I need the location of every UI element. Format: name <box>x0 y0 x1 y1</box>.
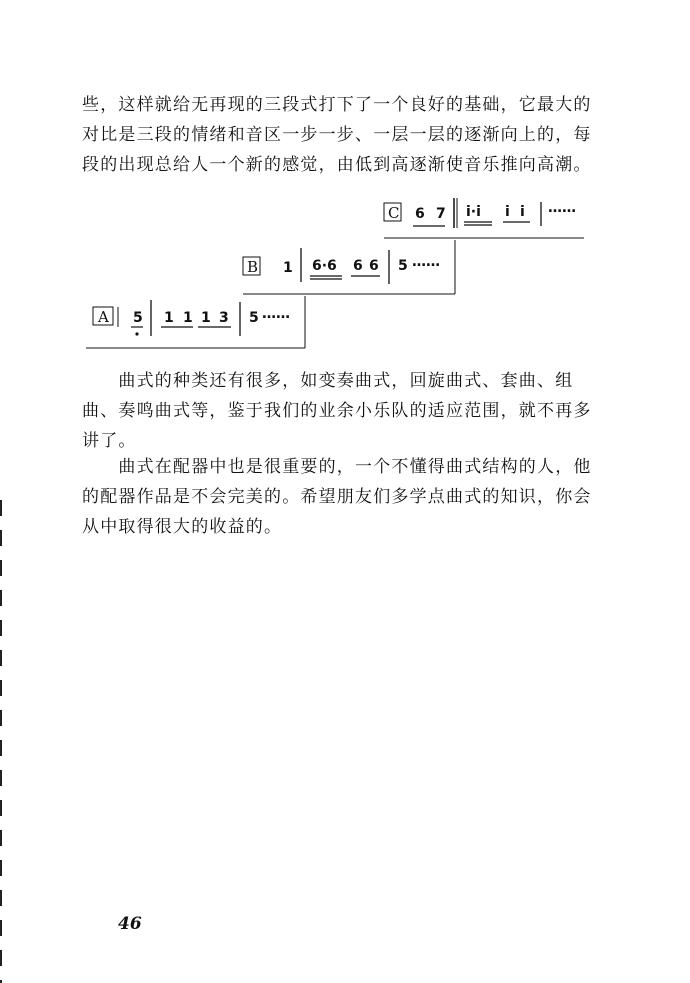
note: 6 <box>353 258 363 274</box>
note: i <box>520 204 525 220</box>
notation-example <box>0 190 690 360</box>
continuation-dots: …… <box>412 254 440 270</box>
note: 6 <box>415 206 425 222</box>
page-number: 46 <box>118 914 142 934</box>
paragraph-ternary-form <box>82 90 622 180</box>
note: 3 <box>219 310 229 326</box>
note: 7 <box>436 206 446 222</box>
text-line: 曲式在配器中也是很重要的，一个不懂得曲式结构的人，他 <box>82 457 592 477</box>
note: 1 <box>164 310 174 326</box>
section-a-staff <box>86 296 305 348</box>
section-c-staff <box>384 198 584 238</box>
section-a-label: A <box>98 308 109 326</box>
text-line: 从中取得很大的收益的。 <box>82 517 283 537</box>
continuation-dots: …… <box>548 200 576 216</box>
note: 1 <box>283 260 293 276</box>
note: i·i <box>466 204 481 220</box>
text-line: 段的出现总给人一个新的感觉，由低到高逐渐使音乐推向高潮。 <box>82 155 592 175</box>
text-line: 曲、奏鸣曲式等，鉴于我们的业余小乐队的适应范围，就不再多 <box>82 401 592 421</box>
section-b-label: B <box>247 258 259 276</box>
note: 6 <box>369 258 379 274</box>
text-line: 讲了。 <box>82 431 137 451</box>
note: i <box>505 204 510 220</box>
text-line: 曲式的种类还有很多，如变奏曲式，回旋曲式、套曲、组 <box>82 371 574 391</box>
text-line: 的配器作品是不会完美的。希望朋友们多学点曲式的知识，你会 <box>82 487 592 507</box>
note: 1 <box>201 310 211 326</box>
text-line: 对比是三段的情绪和音区一步一步、一层一层的逐渐向上的，每 <box>82 125 592 145</box>
continuation-dots: …… <box>262 306 290 322</box>
text-line: 些，这样就给无再现的三段式打下了一个良好的基础，它最大的 <box>82 95 592 115</box>
note: 5 <box>398 258 408 274</box>
paragraph-other-forms <box>82 366 622 456</box>
note: 6·6 <box>312 258 337 274</box>
paragraph-importance <box>82 452 622 542</box>
note: 1 <box>183 310 193 326</box>
binding-edge-marks <box>0 500 2 983</box>
note: 5 <box>133 310 143 326</box>
note: 5 <box>249 310 259 326</box>
section-c-label: C <box>388 204 400 222</box>
section-b-staff <box>243 240 455 294</box>
